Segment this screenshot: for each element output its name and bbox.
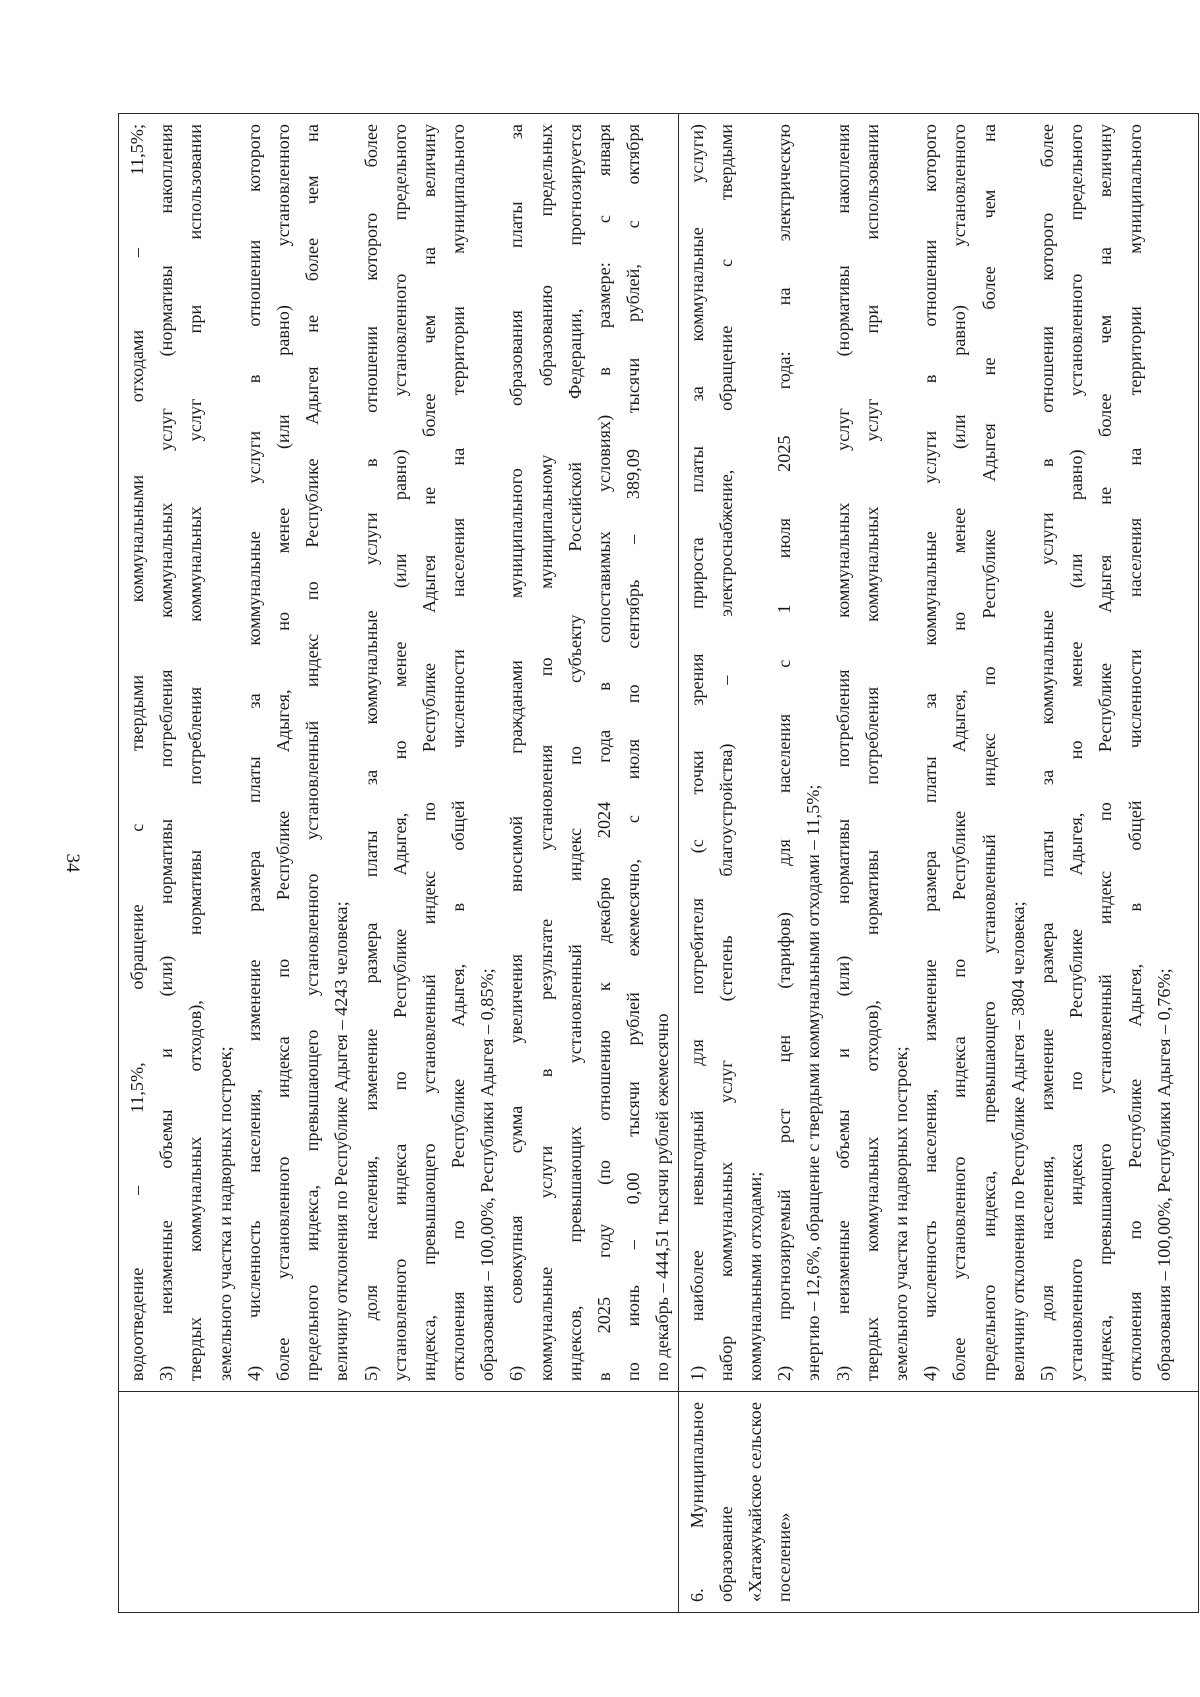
text-line: величину отклонения по Республике Адыгея – 3804 человека; [1007, 901, 1028, 1381]
text-line: в 2025 году (по отношению к декабрю 2024 года в сопоставимых условиях) в размере: с января [594, 124, 615, 1381]
text-line: установленного индекса по Республике Адыгея, но менее (или равно) установленного предельного [389, 124, 410, 1381]
text-line: коммунальными отходами; [745, 1171, 765, 1381]
text-line: индекса, превышающего установленный индекс по Республике Адыгея не более чем на величину [418, 124, 439, 1381]
text-line: твердых коммунальных отходов), нормативы потребления коммунальных услуг при использовании [185, 124, 206, 1381]
text-line: 4) численность населения, изменение размера платы за коммунальные услуги в отношении которого [920, 124, 941, 1381]
text-line: предельного индекса, превышающего установленного установленный индекс по Республике Адыгея не более чем на [302, 124, 323, 1381]
text-line: 2) прогнозируемый рост цен (тарифов) для населения с 1 июля 2025 года: на электрическую [774, 124, 795, 1381]
text-line: земельного участка и надворных построек; [214, 1046, 235, 1381]
text-line: коммунальные услуги в результате установления по муниципальному образованию предельных [535, 124, 556, 1381]
text-line: земельного участка и надворных построек; [890, 1046, 911, 1381]
text-line: установленного индекса по Республике Адыгея, но менее (или равно) установленного предельного [1066, 124, 1087, 1381]
text-line: водоотведение – 11,5%, обращение с твердыми коммунальными отходами – 11,5%; [127, 124, 147, 1381]
text-line: 3) неизменные объемы и (или) нормативы потребления коммунальных услуг (нормативы накопления [156, 124, 177, 1381]
text-line: по декабрь – 444,51 тысячи рублей ежемесячно [652, 1013, 673, 1381]
rotated-table-wrapper [118, 113, 1174, 1613]
text-line: отклонения по Республике Адыгея, в общей численности населения на территории муниципального [1124, 124, 1145, 1381]
text-line: 4) численность населения, изменение размера платы за коммунальные услуги в отношении которого [243, 124, 264, 1381]
municipality-cell: 6. Муниципальное образование «Хатажукайское сельское поселение» [678, 1392, 1198, 1613]
text-line: более установленного индекса по Республике Адыгея, но менее (или равно) установленного [272, 124, 293, 1381]
text-line: 5) доля населения, изменение размера платы за коммунальные услуги в отношении которого более [1036, 124, 1057, 1381]
text-line: более установленного индекса по Республике Адыгея, но менее (или равно) установленного [949, 124, 970, 1381]
text-line: твердых коммунальных отходов), нормативы потребления коммунальных услуг при использовании [861, 124, 882, 1381]
text-line: величину отклонения по Республике Адыгея – 4243 человека; [331, 901, 352, 1381]
page-number: 34 [62, 853, 83, 873]
text-line: 3) неизменные объемы и (или) нормативы потребления коммунальных услуг (нормативы накопления [832, 124, 853, 1381]
text-line: набор коммунальных услуг (степень благоустройства) – электроснабжение, обращение с твердыми [715, 124, 736, 1381]
description-cell [678, 114, 1198, 1392]
description-cell [119, 114, 679, 1392]
municipality-cell [119, 1392, 679, 1613]
text-line: отклонения по Республике Адыгея, в общей численности населения на территории муниципального [448, 124, 469, 1381]
text-line: образования – 100,00%, Республики Адыгея – 0,85%; [477, 968, 498, 1381]
text-line: 6) совокупная сумма увеличения вносимой гражданами муниципального образования платы за [506, 124, 527, 1381]
text-line: индексов, превышающих установленный индекс по субъекту Российской Федерации, прогнозируется [564, 124, 585, 1381]
text-line: предельного индекса, превышающего установленный индекс по Республике Адыгея не более чем на [978, 124, 999, 1381]
table-row [678, 114, 1198, 1613]
text-line: образования – 100,00%, Республики Адыгея – 0,76%; [1153, 968, 1174, 1381]
content-table [118, 113, 1199, 1613]
text-line: по июнь – 0,00 тысячи рублей ежемесячно, с июля по сентябрь – 389,09 тысячи рублей, с октября [623, 124, 644, 1381]
table-row [119, 114, 679, 1613]
text-line: энергию – 12,6%, обращение с твердыми коммунальными отходами – 11,5%; [803, 784, 824, 1381]
text-line: 5) доля населения, изменение размера платы за коммунальные услуги в отношении которого более [360, 124, 381, 1381]
text-line: 1) наиболее невыгодный для потребителя (с точки зрения прироста платы за коммунальные услуги) [686, 124, 707, 1381]
text-line: индекса, превышающего установленный индекс по Республике Адыгея не более чем на величину [1095, 124, 1116, 1381]
